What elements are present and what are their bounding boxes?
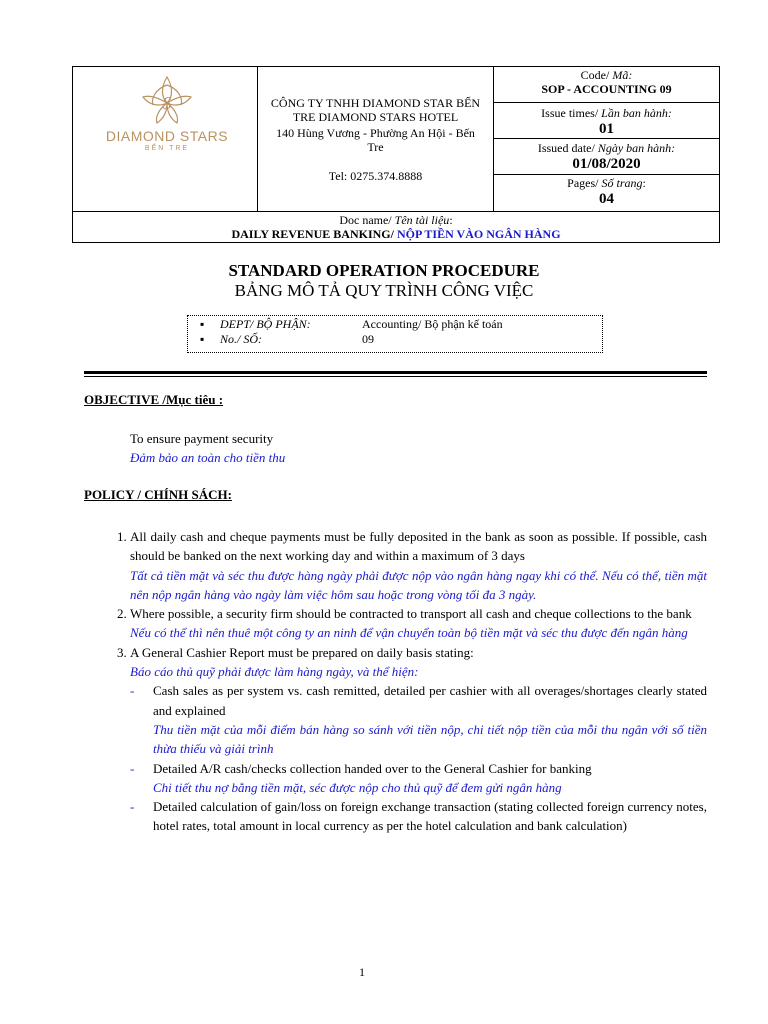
policy-subitem-en: Detailed A/R cash/checks collection handed over to the General Cashier for banking — [153, 760, 592, 776]
policy-list — [84, 527, 707, 836]
page-number: 1 — [359, 965, 365, 979]
policy-item-vi: Tất cả tiền mặt và séc thu được hàng ngày phải được nộp vào ngân hàng ngay khi có thể. Nếu có thể, tiền mặt nên nộp ngân hàng vào ngày làm việc hôm sau hoặc trong vòng tối đa 3 ngày. — [130, 567, 707, 602]
code-value: SOP - ACCOUNTING 09 — [541, 82, 672, 96]
divider-thick — [84, 371, 707, 374]
doc-name-label-vi: Tên tài liệu — [394, 213, 450, 227]
dept-info-box — [187, 315, 603, 353]
policy-sublist — [130, 681, 707, 835]
dept-key: DEPT/ BỘ PHẬN: — [220, 317, 311, 331]
logo-subtitle: BẾN TRE — [144, 145, 190, 152]
logo-cell — [73, 67, 258, 211]
policy-subitem-vi: Thu tiền mặt của mỗi điểm bán hàng so sánh với tiền nộp, chi tiết nộp tiền của mỗi thu ngân với số tiền thừa thiếu và giải trình — [153, 721, 707, 757]
svg-text:S: S — [162, 93, 172, 113]
lotus-star-icon — [87, 73, 247, 129]
policy-item — [130, 527, 707, 604]
policy-subitem-vi: Chi tiết thu nợ bằng tiền mặt, séc được nộp cho thủ quỹ để đem gửi ngân hàng — [153, 779, 562, 795]
pages-value: 04 — [599, 191, 614, 207]
policy-subitem-en: Cash sales as per system vs. cash remitted, detailed per cashier with all overages/shortages clearly stated and explained — [153, 683, 707, 718]
code-label-vi: Mã: — [612, 68, 633, 82]
dash-marker: - — [130, 799, 135, 815]
dash-marker: - — [130, 760, 135, 776]
pages-colon: : — [642, 176, 646, 190]
dept-row — [188, 317, 602, 332]
policy-item — [130, 604, 707, 643]
policy-subitem — [130, 681, 707, 758]
doc-name-label: Doc name/ — [339, 213, 395, 227]
pages-label-vi: Số trang — [601, 176, 643, 190]
bullet-icon: ▪ — [200, 317, 205, 331]
policy-item-en: 3. A General Cashier Report must be prepared on daily basis stating: — [130, 644, 474, 660]
number-value: 09 — [362, 332, 374, 346]
doc-name-cell — [73, 211, 719, 242]
doc-name-value-en: DAILY REVENUE BANKING/ — [231, 227, 394, 241]
objective-text-vi: Đảm bảo an toàn cho tiền thu — [130, 450, 286, 465]
issued-date-row — [494, 139, 719, 175]
policy-subitem — [130, 797, 707, 836]
pages-row — [494, 175, 719, 211]
logo-name: DIAMOND STARS — [105, 128, 229, 144]
policy-subitem — [130, 759, 707, 798]
number-key: No./ SỐ: — [220, 332, 262, 346]
objective-heading: OBJECTIVE /Mục tiêu : — [84, 392, 224, 407]
bullet-icon: ▪ — [200, 332, 205, 346]
issue-times-label: Issue times/ — [541, 106, 602, 120]
document-code-cell — [494, 67, 719, 211]
divider-thin — [84, 376, 707, 377]
issue-times-value: 01 — [599, 121, 614, 137]
issue-times-row — [494, 103, 719, 139]
policy-body — [84, 527, 707, 836]
dept-value: Accounting/ Bộ phận kế toán — [362, 317, 503, 331]
issued-date-value: 01/08/2020 — [572, 156, 641, 172]
dash-marker: - — [130, 683, 135, 699]
title-vi: BẢNG MÔ TẢ QUY TRÌNH CÔNG VIỆC — [234, 281, 534, 300]
policy-subitem-en: Detailed calculation of gain/loss on foreign exchange transaction (stating collected foreign currency notes, hotel rates, total amount in local currency as per the hotel calculation and bank calculation) — [153, 799, 707, 834]
company-info-cell — [258, 67, 494, 211]
policy-heading: POLICY / CHÍNH SÁCH: — [84, 487, 232, 502]
policy-item-vi: Báo cáo thủ quỹ phải được làm hàng ngày, và thể hiện: — [130, 664, 419, 680]
policy-item — [130, 643, 707, 836]
doc-name-colon: : — [449, 213, 453, 227]
code-row — [494, 67, 719, 103]
title-en: STANDARD OPERATION PROCEDURE — [228, 261, 540, 280]
issued-date-label: Issued date/ — [537, 141, 598, 155]
issued-date-label-vi: Ngày ban hành: — [597, 141, 676, 155]
objective-text-en: To ensure payment security — [130, 431, 274, 446]
issue-times-label-vi: Lần ban hành: — [601, 106, 672, 120]
document-header-table — [72, 66, 720, 243]
pages-label: Pages/ — [567, 176, 602, 190]
company-logo — [87, 73, 247, 163]
company-address: 140 Hùng Vương - Phường An Hội - Bến Tre — [276, 126, 475, 154]
policy-item-en: 2. Where possible, a security firm should be contracted to transport all cash and cheque collections to the bank — [130, 606, 692, 622]
policy-item-en: 1. All daily cash and cheque payments must be fully deposited in the bank as soon as possible. If possible, cash should be banked on the next working day and within a maximum of 3 days — [130, 529, 707, 564]
number-row — [188, 332, 602, 347]
company-tel: Tel: 0275.374.8888 — [328, 169, 423, 183]
policy-item-vi: Nếu có thể thì nên thuê một công ty an ninh để vận chuyển toàn bộ tiền mặt và séc thu được đến ngân hàng — [130, 625, 688, 641]
code-label: Code/ — [580, 68, 613, 82]
company-name: CÔNG TY TNHH DIAMOND STAR BẾN TRE DIAMOND STARS HOTEL — [270, 96, 481, 124]
doc-name-value-vi: NỘP TIỀN VÀO NGÂN HÀNG — [393, 227, 561, 241]
